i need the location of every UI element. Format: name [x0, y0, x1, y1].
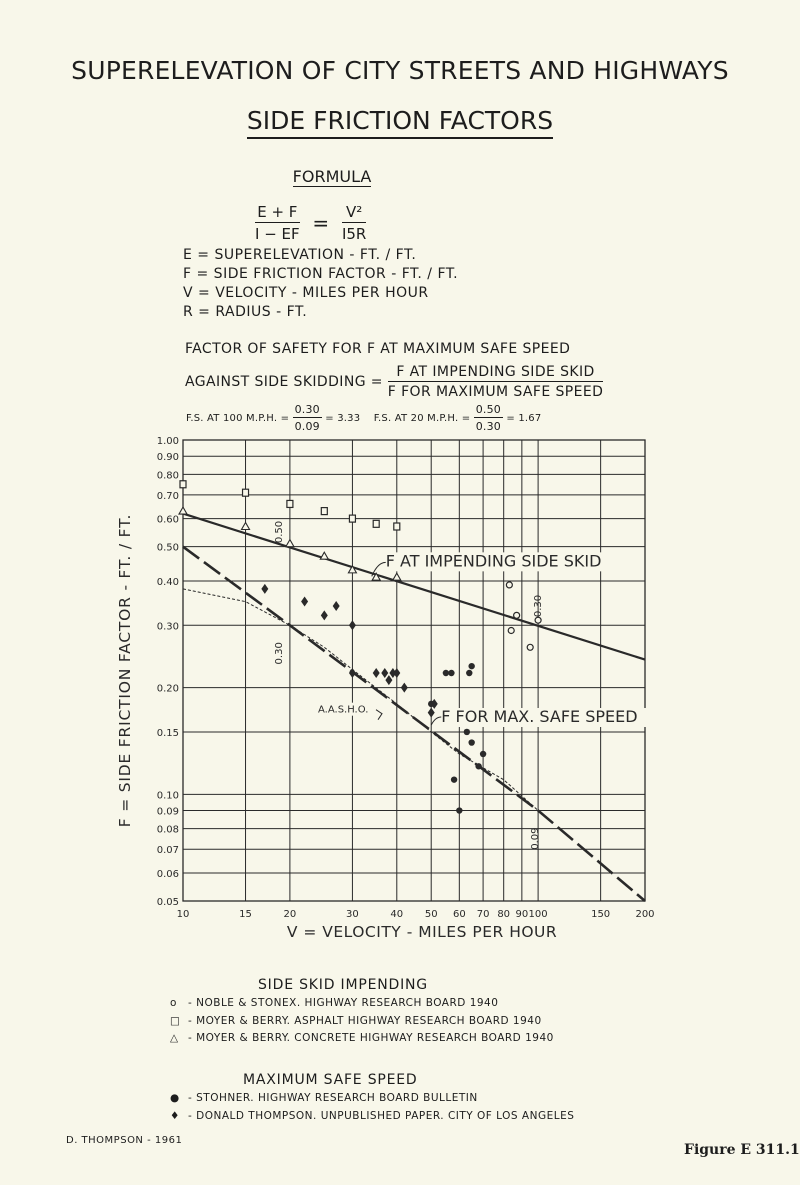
fs20-result: = 1.67: [506, 412, 542, 424]
x-tick-label: 50: [424, 909, 438, 920]
legend-impending-heading: SIDE SKID IMPENDING: [258, 977, 428, 993]
label-impending-skid: F AT IMPENDING SIDE SKID: [385, 551, 602, 571]
point-diamond-filled: [431, 699, 438, 709]
y-axis-title: F = SIDE FRICTION FACTOR - FT. / FT.: [116, 513, 134, 828]
fs100-label: F.S. AT 100 M.P.H. =: [186, 412, 290, 424]
point-circle-open: [508, 627, 514, 633]
y-tick-label: 0.05: [156, 897, 179, 908]
point-circle-filled: [480, 751, 486, 757]
label-aasho: A.A.S.H.O.: [318, 704, 369, 716]
y-tick-label: 0.06: [156, 868, 179, 880]
x-tick-label: 40: [390, 909, 404, 920]
point-triangle-open: [242, 523, 250, 530]
fs20-num: 0.50: [475, 403, 501, 416]
y-tick-label: 0.07: [156, 845, 179, 857]
point-square-open: [321, 508, 327, 515]
x-tick-label: 70: [476, 909, 490, 920]
safety-line-1: FACTOR OF SAFETY FOR F AT MAXIMUM SAFE SPEED: [185, 341, 571, 357]
point-square-open: [394, 523, 400, 530]
point-diamond-filled: [385, 675, 392, 685]
point-circle-filled: [464, 729, 470, 735]
subtitle-text: SIDE FRICTION FACTORS: [247, 106, 553, 139]
fs100-result: = 3.33: [325, 412, 361, 424]
fs100-den: 0.09: [294, 420, 320, 433]
formula-heading-text: FORMULA: [292, 167, 372, 186]
point-circle-open: [514, 612, 520, 618]
formula-rhs-num: V²: [342, 203, 366, 223]
definition-r: R = RADIUS - FT.: [183, 304, 308, 320]
definition-e: E = SUPERELEVATION - FT. / FT.: [183, 247, 417, 263]
point-circle-filled: [468, 739, 474, 745]
legend-item-stohner: [170, 1092, 478, 1104]
x-axis-title: V = VELOCITY - MILES PER HOUR: [286, 923, 558, 941]
point-diamond-filled: [301, 597, 308, 607]
x-tick-label: 200: [635, 909, 655, 920]
safety-label: AGAINST SIDE SKIDDING =: [185, 374, 383, 390]
value-label: 0.50: [273, 520, 285, 544]
x-tick-label: 10: [176, 909, 190, 920]
legend-max-heading: MAXIMUM SAFE SPEED: [243, 1072, 418, 1088]
legend-item-text: - DONALD THOMPSON. UNPUBLISHED PAPER. CITY OF LOS ANGELES: [188, 1110, 575, 1122]
point-diamond-filled: [261, 584, 268, 594]
page-title: SUPERELEVATION OF CITY STREETS AND HIGHWAYS: [71, 56, 729, 85]
point-square-open: [373, 520, 379, 527]
x-tick-label: 150: [591, 909, 611, 920]
definition-f: F = SIDE FRICTION FACTOR - FT. / FT.: [183, 266, 459, 282]
y-tick-label: 0.15: [156, 727, 179, 739]
y-tick-label: 0.80: [156, 470, 179, 482]
formula-equals: =: [312, 211, 330, 235]
legend-open-triangle-icon: △: [170, 1032, 179, 1044]
point-square-open: [349, 515, 355, 522]
point-diamond-filled: [373, 668, 380, 678]
point-diamond-filled: [349, 620, 356, 630]
fs20-label: F.S. AT 20 M.P.H. =: [373, 412, 471, 424]
aasho-curve: [183, 589, 538, 811]
point-circle-filled: [448, 670, 454, 676]
formula-rhs-den: I5R: [341, 225, 367, 243]
legend-item-text: - MOYER & BERRY. CONCRETE HIGHWAY RESEARCH BOARD 1940: [188, 1032, 554, 1044]
value-label: 0.30: [273, 642, 285, 665]
legend-item-text: - STOHNER. HIGHWAY RESEARCH BOARD BULLETIN: [188, 1092, 478, 1104]
point-diamond-filled: [333, 601, 340, 611]
y-tick-label: 0.10: [156, 790, 179, 802]
point-square-open: [243, 489, 249, 496]
point-square-open: [180, 481, 186, 488]
legend-item-text: - MOYER & BERRY. ASPHALT HIGHWAY RESEARCH BOARD 1940: [188, 1015, 542, 1027]
y-tick-label: 0.60: [156, 514, 179, 526]
label-pointer: [376, 710, 382, 720]
y-tick-label: 0.20: [156, 683, 179, 695]
x-tick-label: 30: [346, 909, 359, 920]
point-triangle-open: [393, 573, 401, 580]
fs20-den: 0.30: [475, 420, 501, 433]
author-credit: D. THOMPSON - 1961: [66, 1135, 183, 1146]
legend-item-thompson: [170, 1110, 574, 1122]
point-triangle-open: [320, 552, 328, 559]
point-diamond-filled: [401, 683, 408, 693]
point-circle-filled: [475, 763, 481, 769]
legend-open-circle-icon: o: [170, 997, 177, 1009]
x-tick-label: 20: [283, 909, 297, 920]
value-label: 0.30: [533, 594, 545, 618]
impending-skid-line: [183, 514, 645, 660]
point-diamond-filled: [428, 708, 435, 718]
y-tick-label: 1.00: [156, 436, 179, 447]
legend-item-asphalt: [170, 1015, 542, 1027]
y-tick-label: 0.08: [156, 824, 179, 836]
x-tick-label: 60: [452, 909, 466, 920]
figure-number: Figure E 311.1: [684, 1142, 800, 1158]
x-tick-label: 90: [515, 909, 529, 920]
legend-item-noble: [170, 997, 498, 1009]
point-circle-filled: [443, 670, 449, 676]
point-square-open: [287, 500, 293, 507]
legend-filled-circle-icon: ●: [170, 1092, 180, 1104]
y-tick-label: 0.90: [156, 452, 179, 464]
point-triangle-open: [179, 507, 187, 514]
label-max-safe-speed: F FOR MAX. SAFE SPEED: [441, 707, 638, 727]
formula-lhs-num: E + F: [255, 203, 300, 223]
x-tick-label: 15: [239, 909, 252, 920]
point-circle-filled: [466, 670, 472, 676]
chart-points: [179, 481, 541, 814]
point-diamond-filled: [349, 668, 356, 678]
x-tick-label: 80: [497, 909, 511, 920]
legend-open-square-icon: □: [170, 1015, 181, 1027]
value-label: 0.09: [530, 827, 542, 850]
x-tick-label: 100: [528, 909, 548, 920]
point-circle-filled: [451, 776, 457, 782]
legend-item-concrete: [170, 1032, 554, 1044]
point-circle-filled: [468, 663, 474, 669]
definition-v: V = VELOCITY - MILES PER HOUR: [183, 285, 429, 301]
formula-lhs-den: I − EF: [255, 225, 300, 243]
point-circle-filled: [456, 807, 462, 813]
point-triangle-open: [286, 540, 294, 547]
safety-den: F FOR MAXIMUM SAFE SPEED: [387, 384, 604, 400]
y-tick-label: 0.70: [156, 490, 179, 502]
y-tick-label: 0.40: [156, 577, 179, 589]
legend-filled-diamond-icon: ♦: [170, 1110, 180, 1122]
plot-frame: [183, 440, 645, 901]
safety-num: F AT IMPENDING SIDE SKID: [388, 364, 603, 382]
y-tick-label: 0.09: [156, 806, 179, 818]
point-circle-open: [527, 644, 533, 650]
point-diamond-filled: [321, 610, 328, 620]
legend-item-text: - NOBLE & STONEX. HIGHWAY RESEARCH BOARD 1940: [188, 997, 499, 1009]
point-diamond-filled: [393, 668, 400, 678]
y-tick-label: 0.50: [156, 542, 179, 554]
point-diamond-filled: [381, 668, 388, 678]
fs100-num: 0.30: [294, 403, 320, 416]
point-circle-open: [506, 582, 512, 588]
y-tick-label: 0.30: [156, 621, 179, 633]
